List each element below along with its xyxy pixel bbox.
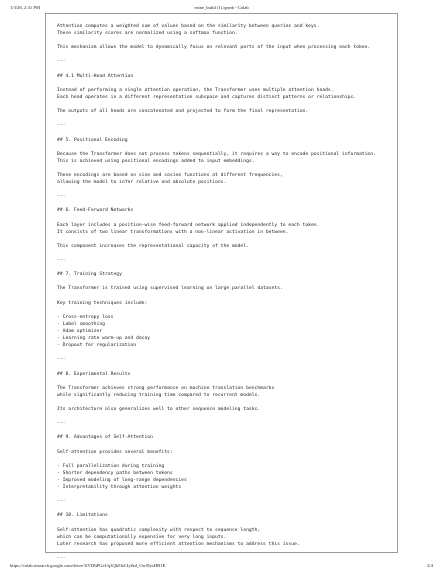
text-line: Key training techniques include: xyxy=(57,300,148,306)
blank-line xyxy=(57,364,389,371)
text-line: while significantly reducing training time compared to recurrent models. xyxy=(57,392,261,398)
blank-line xyxy=(57,456,389,463)
text-line: It consists of two linear transformations with a non-linear activation in between. xyxy=(57,229,289,235)
cell-content xyxy=(57,23,389,562)
blank-line xyxy=(57,520,389,527)
blank-line xyxy=(57,51,389,58)
text-line: Each head operates in a different representation subspace and captures distinct patterns or relationships. xyxy=(57,94,357,100)
blank-line xyxy=(57,349,389,356)
list-item: - Label smoothing xyxy=(57,321,105,327)
text-line: which can be computationally expensive for very long inputs. xyxy=(57,534,227,540)
blank-line xyxy=(57,505,389,512)
horizontal-rule: --- xyxy=(57,59,66,65)
page-number: 2/4 xyxy=(427,563,433,568)
text-line: Its architecture also generalizes well to other sequence modeling tasks. xyxy=(57,407,261,413)
section-heading: ## 9. Advantages of Self-Attention xyxy=(57,435,153,441)
text-line: Because the Transformer does not process tokens sequentially, it requires a way to encode positional information. xyxy=(57,151,376,157)
horizontal-rule: --- xyxy=(57,194,66,200)
document-title: ezine_build (1).ipynb - Colab xyxy=(194,5,249,10)
list-item: - Dropout for regularization xyxy=(57,343,137,349)
blank-line xyxy=(57,236,389,243)
text-line: The outputs of all heads are concatenated and projected to form the final representation. xyxy=(57,109,309,115)
horizontal-rule: --- xyxy=(57,556,66,562)
text-line: Each layer includes a position-wise feed-forward network applied independently to each token. xyxy=(57,222,320,228)
blank-line xyxy=(57,129,389,136)
text-line: Instead of performing a single attention operation, the Transformer uses multiple attention heads. xyxy=(57,87,334,93)
blank-line xyxy=(57,37,389,44)
blank-line xyxy=(57,427,389,434)
section-heading: ## 5. Positional Encoding xyxy=(57,137,128,143)
text-line: These encodings are based on sine and cosine functions at different frequencies, xyxy=(57,172,283,178)
blank-line xyxy=(57,101,389,108)
text-cell[interactable] xyxy=(45,13,398,562)
list-item: - Improved modeling of long-range dependencies xyxy=(57,478,187,483)
list-item: - Learning rate warm-up and decay xyxy=(57,336,151,342)
section-heading: ## 7. Training Strategy xyxy=(57,272,122,278)
blank-line xyxy=(57,491,389,498)
blank-line xyxy=(57,293,389,300)
text-line: Self-attention provides several benefits: xyxy=(57,449,173,455)
text-line: These similarity scores are normalized using a softmax function. xyxy=(57,31,238,37)
blank-line xyxy=(57,66,389,73)
blank-line xyxy=(57,80,389,87)
list-item: - Full parallelization during training xyxy=(57,463,165,469)
list-item: - Adam optimizer xyxy=(57,329,103,335)
blank-line xyxy=(57,200,389,207)
blank-line xyxy=(57,264,389,271)
text-line: Self-attention has quadratic complexity with respect to sequence length, xyxy=(57,527,261,533)
print-header xyxy=(10,3,433,13)
blank-line xyxy=(57,186,389,193)
text-line: Attention computes a weighted sum of values based on the similarity between queries and keys. xyxy=(57,24,320,29)
blank-line xyxy=(57,165,389,172)
print-date: 1/3/26, 2:31 PM xyxy=(10,5,40,10)
horizontal-rule: --- xyxy=(57,123,66,129)
blank-line xyxy=(57,144,389,151)
text-line: allowing the model to infer relative and absolute positions. xyxy=(57,180,227,186)
blank-line xyxy=(57,378,389,385)
page-url: https://colab.research.google.com/drive/1fVDhPGeUq3Qb5IzCIyfkd_Ow5IysHB1E xyxy=(10,563,166,568)
horizontal-rule: --- xyxy=(57,258,66,264)
blank-line xyxy=(57,442,389,449)
blank-line xyxy=(57,215,389,222)
text-line: Later research has proposed more efficient attention mechanisms to address this issue. xyxy=(57,541,300,547)
text-line: This component increases the representational capacity of the model. xyxy=(57,243,249,249)
horizontal-rule: --- xyxy=(57,357,66,363)
blank-line xyxy=(57,413,389,420)
list-item: - Shorter dependency paths between tokens xyxy=(57,470,173,476)
list-item: - Interpretability through attention weights xyxy=(57,485,182,491)
text-line: This mechanism allows the model to dynamically focus on relevant parts of the input when processing each token. xyxy=(57,45,371,51)
text-line: The Transformer achieves strong performance on machine translation benchmarks xyxy=(57,385,275,391)
blank-line xyxy=(57,250,389,257)
section-heading: ## 4.1 Multi-Head Attention xyxy=(57,73,134,79)
blank-line xyxy=(57,115,389,122)
blank-line xyxy=(57,399,389,406)
horizontal-rule: --- xyxy=(57,421,66,427)
blank-line xyxy=(57,278,389,285)
text-line: The Transformer is trained using supervised learning on large parallel datasets. xyxy=(57,286,283,292)
blank-line xyxy=(57,548,389,555)
print-footer xyxy=(10,560,433,568)
blank-line xyxy=(57,307,389,314)
list-item: - Cross-entropy loss xyxy=(57,314,114,320)
horizontal-rule: --- xyxy=(57,499,66,505)
section-heading: ## 8. Experimental Results xyxy=(57,371,131,377)
section-heading: ## 10. Limitations xyxy=(57,513,108,519)
section-heading: ## 6. Feed-Forward Networks xyxy=(57,208,134,214)
text-line: This is achieved using positional encodings added to input embeddings. xyxy=(57,158,255,164)
